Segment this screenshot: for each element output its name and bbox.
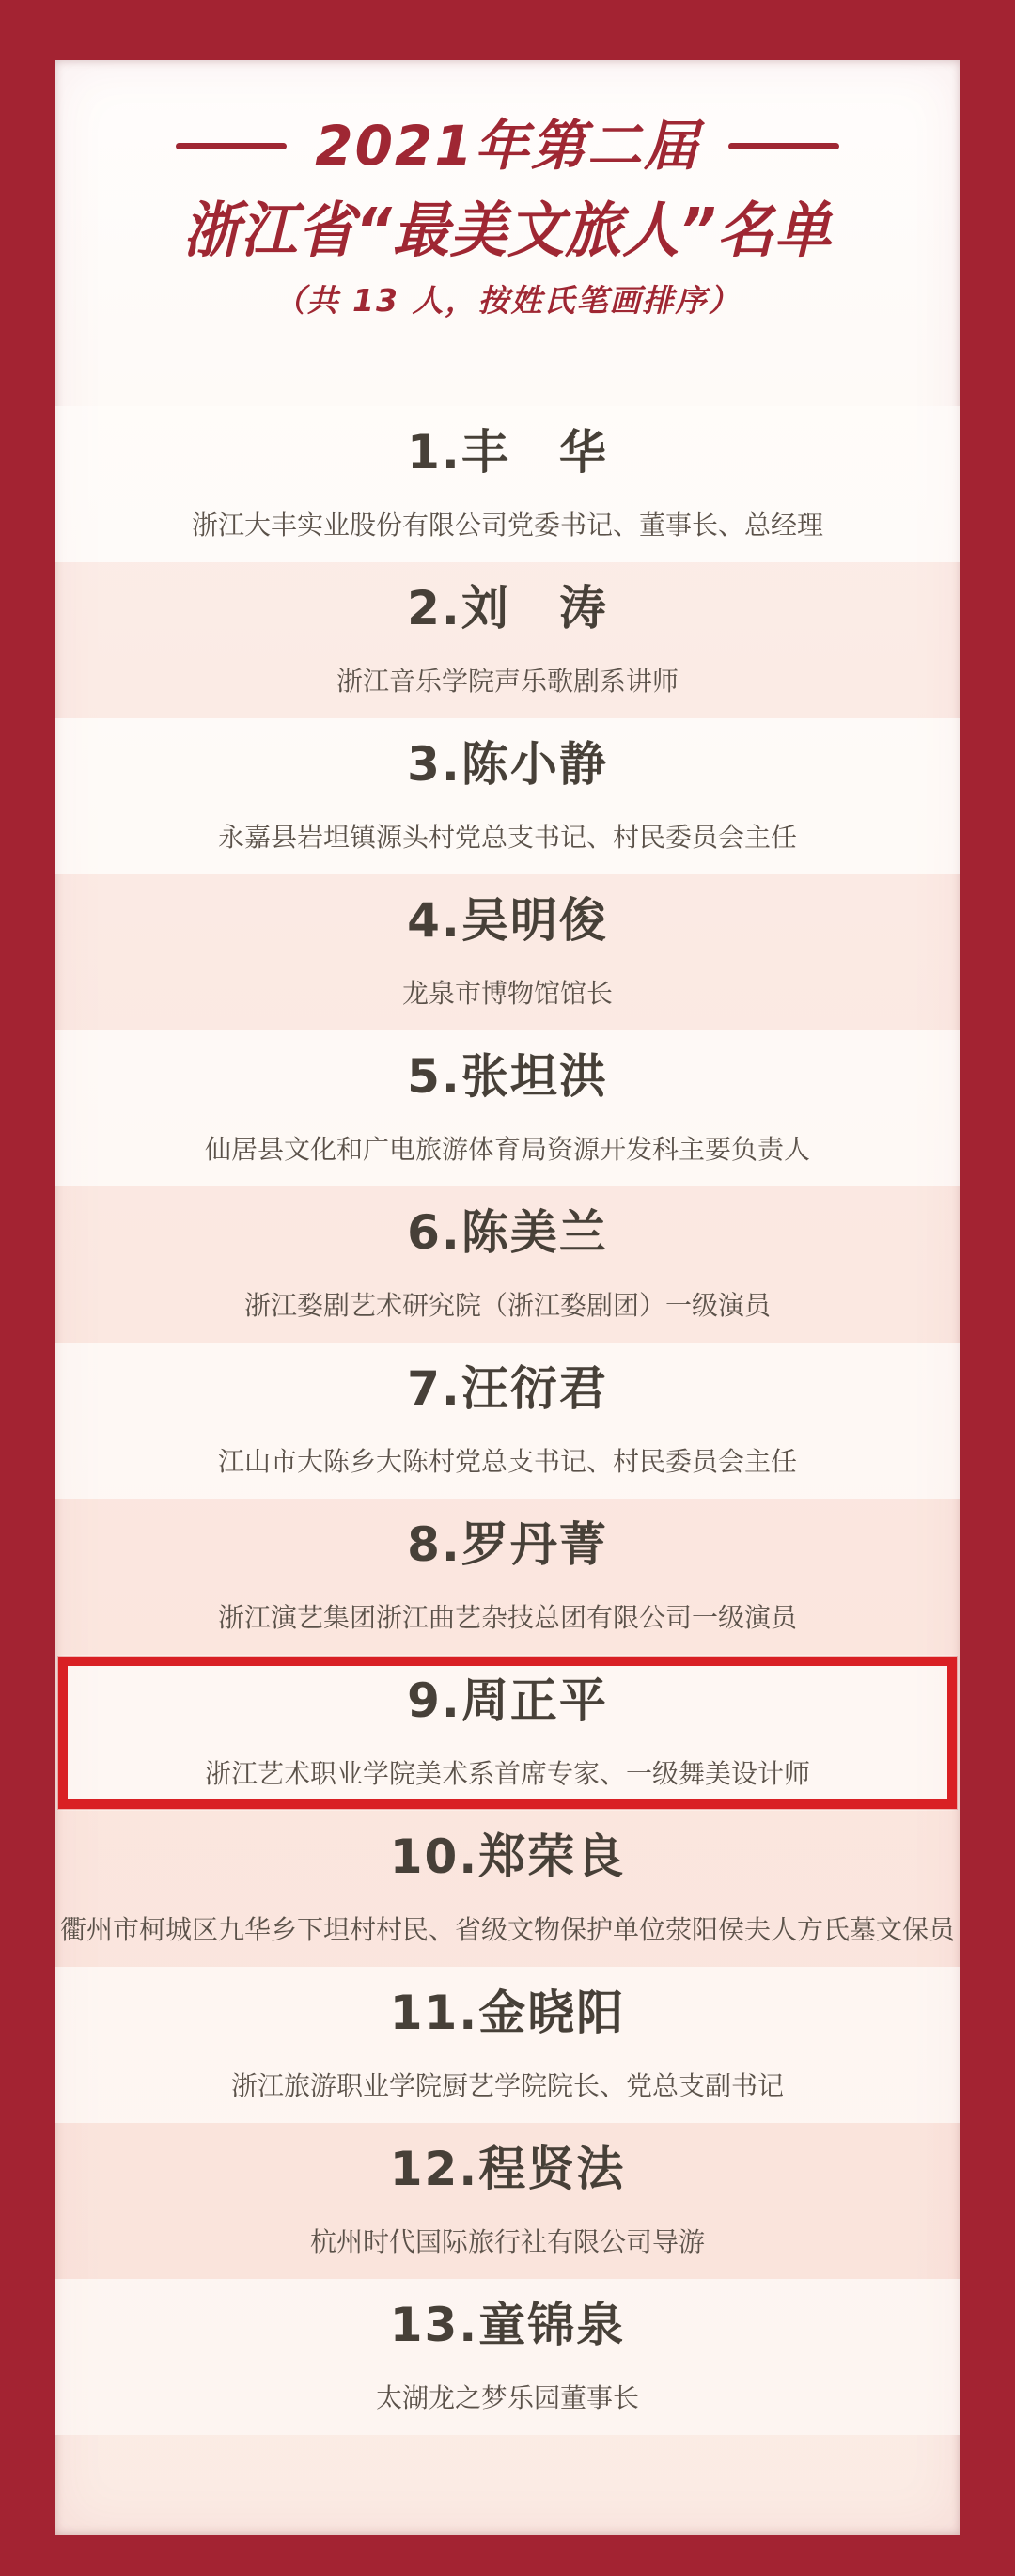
highlight-box [58, 1657, 957, 1809]
entry-description: 浙江大丰实业股份有限公司党委书记、董事长、总经理 [191, 510, 823, 541]
entry-name: 8.罗丹菁 [407, 1517, 608, 1572]
edition-line-row [55, 115, 960, 177]
entry-name: 7.汪衍君 [407, 1361, 608, 1416]
entry-description: 杭州时代国际旅行社有限公司导游 [309, 2226, 705, 2257]
entries-list [55, 406, 960, 2435]
entry-name: 12.程贤法 [389, 2142, 626, 2196]
entry-description: 浙江旅游职业学院厨艺学院院长、党总支副书记 [230, 2070, 784, 2101]
entry-row-11 [55, 1967, 960, 2123]
entry-name: 13.童锦泉 [389, 2298, 626, 2352]
entry-description: 浙江演艺集团浙江曲艺杂技总团有限公司一级演员 [217, 1602, 797, 1633]
entry-description: 龙泉市博物馆馆长 [401, 978, 613, 1009]
poster-subtitle: （共 13 人，按姓氏笔画排序） [273, 282, 742, 319]
entry-row-2 [55, 562, 960, 718]
poster-title: 浙江省“最美文旅人”名单 [182, 196, 833, 266]
entry-name: 6.陈美兰 [407, 1205, 608, 1260]
entry-description: 浙江婺剧艺术研究院（浙江婺剧团）一级演员 [243, 1290, 771, 1321]
right-dash-decoration [728, 143, 839, 149]
edition-line: 2021年第二届 [315, 114, 700, 178]
entry-row-7 [55, 1343, 960, 1499]
poster-header [55, 60, 960, 322]
entry-row-1 [55, 406, 960, 562]
entry-name: 1.丰 华 [407, 425, 608, 479]
entry-row-8 [55, 1499, 960, 1655]
entry-description: 浙江音乐学院声乐歌剧系讲师 [336, 666, 679, 697]
entry-name: 5.张坦洪 [407, 1049, 608, 1104]
entry-name: 9.周正平 [407, 1673, 608, 1728]
entry-description: 仙居县文化和广电旅游体育局资源开发科主要负责人 [204, 1134, 810, 1165]
entry-row-10 [55, 1811, 960, 1967]
entry-row-3 [55, 718, 960, 874]
entry-name: 10.郑荣良 [389, 1830, 626, 1884]
entry-description: 江山市大陈乡大陈村党总支书记、村民委员会主任 [217, 1446, 797, 1477]
poster-content [55, 60, 960, 2535]
left-dash-decoration [176, 143, 287, 149]
entry-name: 4.吴明俊 [407, 893, 608, 948]
entry-description: 永嘉县岩坦镇源头村党总支书记、村民委员会主任 [217, 822, 797, 853]
entry-row-9-highlighted [68, 1666, 947, 1799]
entry-row-5 [55, 1030, 960, 1186]
entry-name: 11.金晓阳 [389, 1986, 626, 2040]
entry-description: 衢州市柯城区九华乡下坦村村民、省级文物保护单位荥阳侯夫人方氏墓文保员 [59, 1914, 955, 1945]
entry-row-13 [55, 2279, 960, 2435]
entry-row-6 [55, 1186, 960, 1343]
entry-description: 太湖龙之梦乐园董事长 [375, 2382, 639, 2413]
entry-row-4 [55, 874, 960, 1030]
entry-name: 3.陈小静 [407, 737, 608, 792]
entry-name: 2.刘 涛 [407, 581, 608, 636]
entry-row-12 [55, 2123, 960, 2279]
entry-description: 浙江艺术职业学院美术系首席专家、一级舞美设计师 [204, 1758, 810, 1789]
